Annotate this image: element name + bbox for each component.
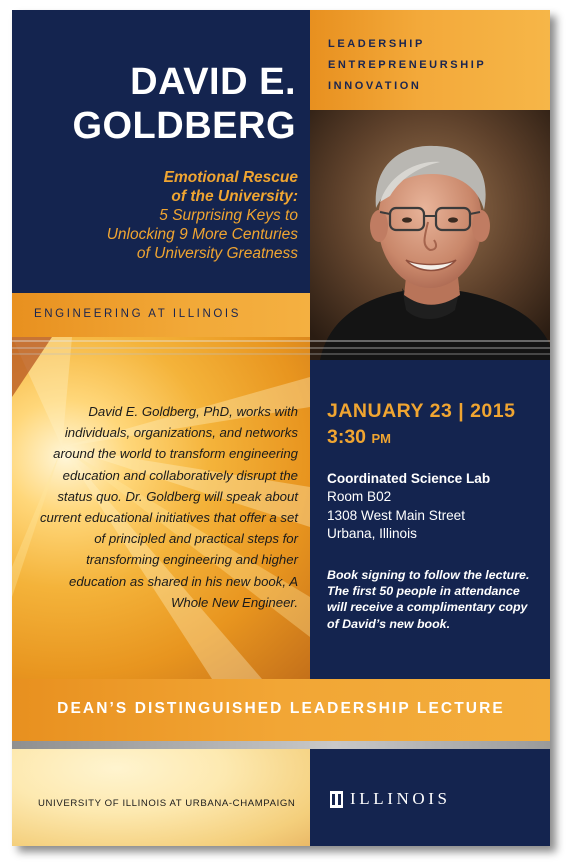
gray-divider: [12, 741, 550, 749]
university-name: UNIVERSITY OF ILLINOIS AT URBANA-CHAMPAIGN: [38, 798, 296, 809]
tagline-line3: INNOVATION: [328, 80, 422, 92]
tagline: [328, 34, 486, 97]
illinois-logo: [330, 789, 451, 809]
event-details-panel: [310, 360, 550, 679]
talk-title: [28, 168, 298, 263]
divider-lines-icon: [12, 337, 550, 357]
block-i-icon: [330, 791, 343, 808]
footer-right: [310, 749, 550, 846]
engineering-band-text: ENGINEERING AT ILLINOIS: [34, 308, 241, 320]
footer-left: [12, 749, 310, 846]
illinois-wordmark: ILLINOIS: [350, 789, 451, 808]
lecture-series-title: DEAN’S DISTINGUISHED LEADERSHIP LECTURE: [57, 700, 505, 717]
speaker-name-line1: DAVID E.: [130, 61, 296, 103]
talk-subtitle-line3: of University Greatness: [136, 245, 298, 262]
talk-subtitle-line1: 5 Surprising Keys to: [159, 207, 298, 224]
tagline-line1: LEADERSHIP: [328, 38, 425, 50]
speaker-photo: [310, 110, 550, 360]
lecture-poster: [12, 10, 550, 846]
venue-street: 1308 West Main Street: [327, 507, 466, 523]
speaker-panel: [12, 10, 310, 293]
tagline-panel: [310, 10, 550, 110]
event-venue: [327, 470, 490, 544]
venue-name: Coordinated Science Lab: [327, 471, 491, 486]
talk-title-line1: Emotional Rescue: [163, 169, 298, 186]
speaker-portrait-icon: [310, 110, 550, 360]
talk-subtitle-line2: Unlocking 9 More Centuries: [106, 226, 298, 243]
sunburst-panel: [12, 337, 310, 679]
speaker-bio: David E. Goldberg, PhD, works with individuals, organizations, and networks around the world to transform engineering education and collaboratively disrupt the status quo. Dr. Goldberg will speak about current educational initiatives that offer a set of principled and practical steps for transforming engineering and higher education as shared in his new book, A Whole New Engineer.: [39, 404, 298, 610]
event-time: [327, 426, 391, 449]
lecture-series-band: [12, 679, 550, 741]
engineering-band: [12, 293, 310, 337]
tagline-line2: ENTREPRENEURSHIP: [328, 59, 487, 71]
speaker-name: [72, 60, 296, 148]
talk-title-line2: of the University:: [171, 188, 298, 205]
event-time-value: 3:30: [327, 426, 367, 448]
event-date: JANUARY 23 | 2015: [327, 400, 516, 422]
venue-room: Room B02: [327, 489, 392, 505]
book-signing-note: Book signing to follow the lecture. The first 50 people in attendance will receive a complimentary copy of David’s new book.: [327, 568, 530, 631]
venue-city: Urbana, Illinois: [327, 526, 417, 542]
event-time-suffix: PM: [371, 431, 391, 446]
speaker-name-line2: GOLDBERG: [72, 105, 296, 147]
